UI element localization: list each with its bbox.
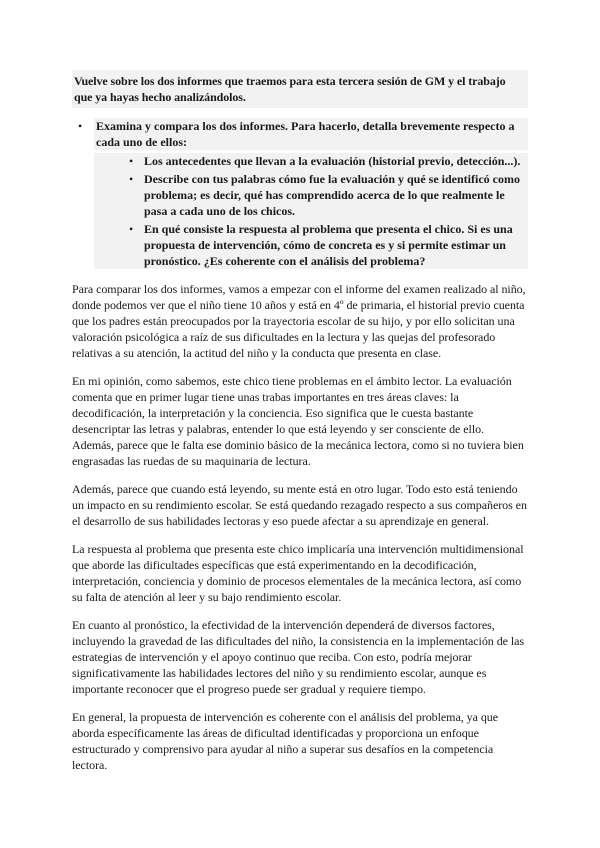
paragraph: Además, parece que cuando está leyendo, su mente está en otro lugar. Todo esto está teniendo un impacto en su rendimiento escolar. Se está quedando rezagado respecto a sus compañeros en el desarrollo de sus habilidades lectoras y eso puede afectar a su aprendizaje en general. bbox=[72, 482, 527, 528]
paragraph: La respuesta al problema que presenta este chico implicaría una intervención multidimensional que aborde las dificultades específicas que está experimentando en la decodificación, interpretación, conciencia y dominio de procesos elementales de la mecánica lectora, así como su falta de atención al leer y su bajo rendimiento escolar. bbox=[72, 542, 524, 604]
paragraph: Para comparar los dos informes, vamos a empezar con el informe del examen realizado al niño, donde podemos ver que el niño tiene 10 años y está en 4º de primaria, el historial previo cuenta que los padres están preocupados por la trayectoria escolar de su hijo, y por ello solicitan una valoración psicológica a raíz de sus dificultades en la lectura y las quejas del profesorado relativas a su atención, la actitud del niño y la conducta que presenta en clase. bbox=[72, 282, 526, 360]
task-subitem-respuesta bbox=[94, 221, 528, 269]
bullet-icon: • bbox=[129, 172, 134, 186]
task-subitem-evaluacion bbox=[94, 171, 528, 219]
bullet-icon: • bbox=[129, 154, 134, 168]
task-list bbox=[72, 118, 528, 269]
paragraph: En general, la propuesta de intervención es coherente con el análisis del problema, ya que aborda específicamente las áreas de dificultad identificadas y proporciona un enfoque estructurado y comprensivo para ayudar al niño a superar sus desafíos en la competencia lectora. bbox=[72, 710, 498, 772]
bullet-icon: • bbox=[78, 119, 83, 133]
intro-instruction: Vuelve sobre los dos informes que traemos para esta tercera sesión de GM y el trabajo que ya hayas hecho analizándolos. bbox=[72, 70, 528, 108]
document-page bbox=[72, 70, 528, 785]
paragraph: En cuanto al pronóstico, la efectividad de la intervención dependerá de diversos factores, incluyendo la gravedad de las dificultades del niño, la consistencia en la implementación de las estrategias de intervención y el apoyo continuo que reciba. Con esto, podría mejorar significativamente las habilidades lectores del niño y su rendimiento escolar, aunque es importante reconocer que el progreso puede ser gradual y requiere tiempo. bbox=[72, 618, 525, 696]
bullet-icon: • bbox=[129, 222, 134, 236]
subitem-text: Describe con tus palabras cómo fue la evaluación y qué se identificó como problema; es decir, qué has comprendido acerca de lo que realmente le pasa a cada uno de los chicos. bbox=[144, 172, 520, 218]
subitem-text: Los antecedentes que llevan a la evaluación (historial previo, detección...). bbox=[144, 154, 521, 168]
task-subitem-antecedentes bbox=[94, 153, 528, 169]
subitem-text: En qué consiste la respuesta al problema que presenta el chico. Si es una propuesta de intervención, cómo de concreta es y si permite estimar un pronóstico. ¿Es coherente con el análisis del problema? bbox=[144, 222, 513, 268]
task-text: Examina y compara los dos informes. Para hacerlo, detalla brevemente respecto a cada uno de ellos: bbox=[94, 118, 528, 150]
paragraph: En mi opinión, como sabemos, este chico tiene problemas en el ámbito lector. La evaluación comenta que en primer lugar tiene unas trabas importantes en tres áreas claves: la decodificación, la interpretación y la conciencia. Eso significa que le cuesta bastante desencriptar las letras y palabras, entender lo que está leyendo y ser consciente de ello. Además, parece que le falta ese dominio básico de la mecánica lectora, como si no tuviera bien engrasadas las ruedas de su maquinaria de lectura. bbox=[72, 374, 524, 468]
task-item bbox=[72, 118, 528, 269]
task-sublist bbox=[94, 153, 528, 269]
